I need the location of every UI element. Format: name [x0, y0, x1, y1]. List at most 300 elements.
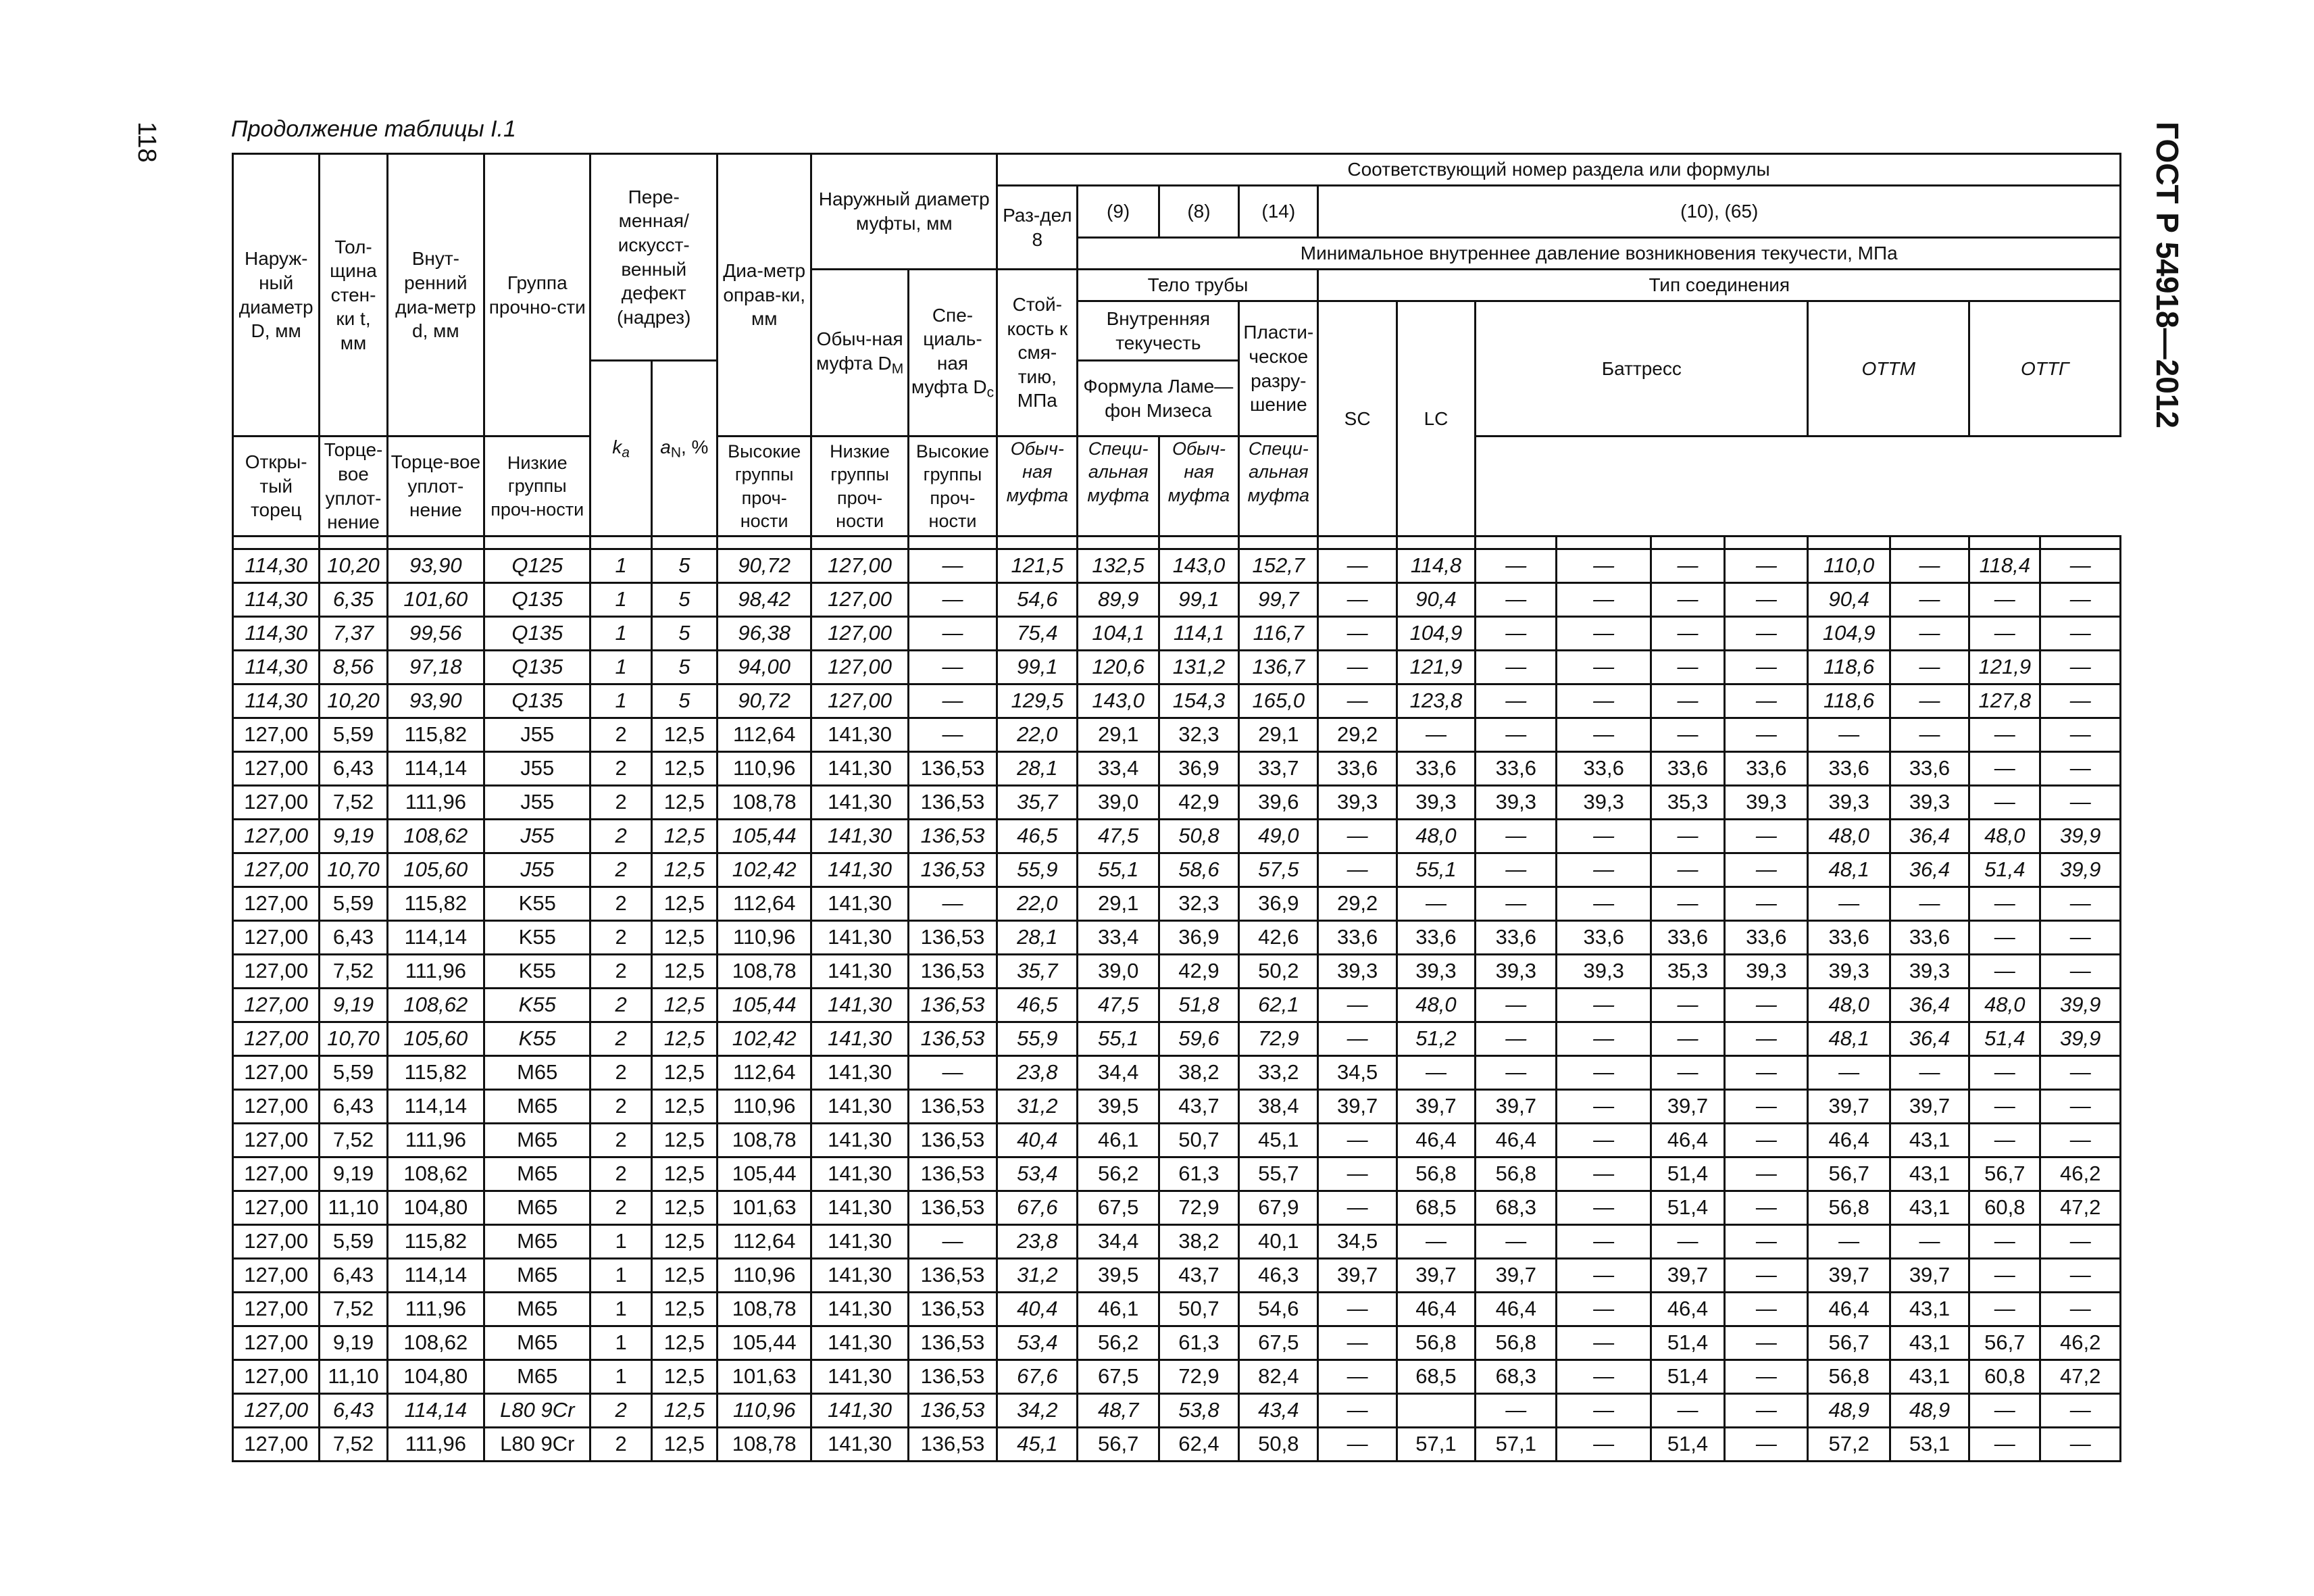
col-outer-diameter: Наруж-ный диаметр D, мм	[233, 154, 320, 437]
table-cell: —	[1476, 684, 1557, 718]
table-cell: 31,2	[997, 1090, 1078, 1124]
table-cell: 114,30	[233, 549, 320, 583]
table-cell: 2	[590, 887, 651, 921]
table-cell: 62,1	[1239, 989, 1318, 1022]
table-cell: 12,5	[651, 1225, 717, 1259]
table-cell: 1	[590, 583, 651, 617]
table-cell: 136,53	[908, 955, 997, 989]
table-cell: —	[1318, 1191, 1397, 1225]
col-sc: SC	[1318, 301, 1397, 537]
table-cell: —	[1318, 1360, 1397, 1394]
table-cell: 46,2	[2040, 1157, 2121, 1191]
table-cell: 43,1	[1890, 1360, 1969, 1394]
table-cell: 56,7	[1969, 1326, 2040, 1360]
table-cell: 58,6	[1159, 853, 1238, 887]
table-cell: 48,0	[1969, 989, 2040, 1022]
table-cell: Q135	[484, 651, 590, 684]
table-cell: 136,53	[908, 989, 997, 1022]
table-cell: 33,6	[1651, 921, 1724, 955]
table-cell: 22,0	[997, 718, 1078, 752]
table-cell: 51,4	[1969, 853, 2040, 887]
table-cell: 12,5	[651, 989, 717, 1022]
table-cell: 141,30	[811, 1090, 908, 1124]
table-cell: —	[1557, 1225, 1651, 1259]
table-cell: 99,1	[1159, 583, 1238, 617]
table-row	[233, 1428, 2121, 1462]
table-cell: —	[1725, 1225, 1808, 1259]
table-cell: —	[2040, 1225, 2121, 1259]
table-cell: 28,1	[997, 921, 1078, 955]
table-cell: 42,9	[1159, 955, 1238, 989]
table-cell: 43,1	[1890, 1293, 1969, 1326]
table-cell: 46,4	[1651, 1124, 1724, 1157]
table-cell: 89,9	[1078, 583, 1159, 617]
table-cell: 46,1	[1078, 1293, 1159, 1326]
table-cell: 104,1	[1078, 617, 1159, 651]
formula-8: (8)	[1159, 186, 1238, 238]
table-cell: 57,5	[1239, 853, 1318, 887]
table-cell: 48,1	[1808, 1022, 1890, 1056]
table-cell: —	[1318, 989, 1397, 1022]
table-cell: 55,1	[1078, 853, 1159, 887]
table-cell: —	[1890, 617, 1969, 651]
table-cell: 39,3	[1476, 786, 1557, 820]
table-cell: 108,62	[387, 1157, 484, 1191]
table-cell: 112,64	[718, 718, 811, 752]
table-cell: 38,4	[1239, 1090, 1318, 1124]
table-row	[233, 617, 2121, 651]
table-cell: 127,00	[233, 718, 320, 752]
formula-14: (14)	[1239, 186, 1318, 238]
table-cell: —	[2040, 1090, 2121, 1124]
table-row	[233, 1022, 2121, 1056]
table-cell: —	[1969, 955, 2040, 989]
table-cell: 2	[590, 786, 651, 820]
table-cell: 57,1	[1476, 1428, 1557, 1462]
table-cell: K55	[484, 989, 590, 1022]
table-cell: —	[1557, 617, 1651, 651]
table-cell: 136,53	[908, 1191, 997, 1225]
table-cell: 39,7	[1318, 1090, 1397, 1124]
table-cell: 33,6	[1651, 752, 1724, 786]
table-cell: —	[1476, 1022, 1557, 1056]
table-cell: —	[1318, 1394, 1397, 1428]
table-cell: 7,52	[320, 955, 387, 989]
table-cell: 110,96	[718, 1259, 811, 1293]
table-cell: 105,60	[387, 1022, 484, 1056]
table-cell: 105,44	[718, 989, 811, 1022]
table-cell: —	[1969, 1056, 2040, 1090]
table-cell: —	[1969, 887, 2040, 921]
table-cell: —	[1969, 1124, 2040, 1157]
table-cell: —	[1969, 718, 2040, 752]
table-cell: 129,5	[997, 684, 1078, 718]
table-cell: 120,6	[1078, 651, 1159, 684]
table-cell: 110,96	[718, 921, 811, 955]
table-cell: 36,9	[1159, 921, 1238, 955]
table-cell: —	[1476, 853, 1557, 887]
table-cell: J55	[484, 853, 590, 887]
table-cell: 46,5	[997, 989, 1078, 1022]
table-cell: 48,9	[1808, 1394, 1890, 1428]
table-cell: 51,4	[1651, 1191, 1724, 1225]
table-cell: —	[1557, 1259, 1651, 1293]
table-cell: 165,0	[1239, 684, 1318, 718]
table-cell: 127,00	[233, 1191, 320, 1225]
table-cell: 152,7	[1239, 549, 1318, 583]
table-cell: 105,44	[718, 820, 811, 853]
table-cell: —	[1651, 1225, 1724, 1259]
table-cell: Q125	[484, 549, 590, 583]
table-cell: 39,3	[1397, 955, 1475, 989]
table-cell: 46,4	[1808, 1293, 1890, 1326]
page-number: 118	[132, 122, 161, 163]
table-cell: 12,5	[651, 1394, 717, 1428]
col-regular-coupling: Обыч-ная муфта $D_M$	[811, 270, 908, 437]
table-cell: 39,3	[1318, 955, 1397, 989]
buttress-group: Баттресс	[1476, 301, 1808, 437]
table-cell: —	[1557, 853, 1651, 887]
table-cell: 39,7	[1808, 1090, 1890, 1124]
table-cell: J55	[484, 752, 590, 786]
table-cell: —	[2040, 1259, 2121, 1293]
table-cell: 45,1	[1239, 1124, 1318, 1157]
table-row	[233, 1090, 2121, 1124]
table-cell: —	[1890, 583, 1969, 617]
table-cell: 56,7	[1078, 1428, 1159, 1462]
table-cell: 39,3	[1397, 786, 1475, 820]
table-cell: K55	[484, 921, 590, 955]
table-cell: —	[1318, 1293, 1397, 1326]
table-cell: 7,37	[320, 617, 387, 651]
table-cell: 10,20	[320, 684, 387, 718]
table-cell: —	[2040, 1293, 2121, 1326]
table-cell: 67,9	[1239, 1191, 1318, 1225]
table-cell: 141,30	[811, 1326, 908, 1360]
table-cell: M65	[484, 1259, 590, 1293]
table-cell: K55	[484, 955, 590, 989]
table-cell: K55	[484, 887, 590, 921]
table-cell: 141,30	[811, 1157, 908, 1191]
table-cell: 136,53	[908, 1326, 997, 1360]
table-cell: 127,00	[811, 684, 908, 718]
table-cell: 104,80	[387, 1360, 484, 1394]
table-cell: 154,3	[1159, 684, 1238, 718]
table-cell: 99,56	[387, 617, 484, 651]
table-cell: 22,0	[997, 887, 1078, 921]
table-cell: 33,6	[1557, 752, 1651, 786]
table-cell: Q135	[484, 684, 590, 718]
table-cell: 5,59	[320, 1056, 387, 1090]
table-cell: —	[1318, 684, 1397, 718]
table-cell: 46,4	[1808, 1124, 1890, 1157]
table-cell: 33,6	[1808, 752, 1890, 786]
table-cell: 40,4	[997, 1293, 1078, 1326]
col-ottg-special: Специ-альная муфта	[1239, 437, 1318, 537]
table-cell: —	[1318, 651, 1397, 684]
table-cell: 48,0	[1397, 820, 1475, 853]
table-cell: 110,0	[1808, 549, 1890, 583]
table-cell: 33,6	[1890, 921, 1969, 955]
table-cell: 39,9	[2040, 820, 2121, 853]
table-cell: 114,14	[387, 752, 484, 786]
table-cell: 43,1	[1890, 1326, 1969, 1360]
table-cell: —	[1557, 1326, 1651, 1360]
table-cell: —	[908, 1225, 997, 1259]
table-cell: —	[1725, 887, 1808, 921]
table-cell: 56,8	[1397, 1326, 1475, 1360]
table-cell: —	[1969, 921, 2040, 955]
table-cell: 98,42	[718, 583, 811, 617]
table-row	[233, 1225, 2121, 1259]
table-cell: 6,43	[320, 921, 387, 955]
table-cell: 115,82	[387, 1056, 484, 1090]
table-cell: 33,4	[1078, 921, 1159, 955]
table-cell: 56,7	[1808, 1157, 1890, 1191]
table-cell: 34,4	[1078, 1056, 1159, 1090]
table-cell: —	[1651, 718, 1724, 752]
table-cell: 110,96	[718, 1394, 811, 1428]
table-row	[233, 820, 2121, 853]
table-cell: —	[1476, 887, 1557, 921]
table-cell: 127,00	[233, 887, 320, 921]
table-cell: 141,30	[811, 1056, 908, 1090]
table-cell: 9,19	[320, 820, 387, 853]
table-cell: 50,8	[1159, 820, 1238, 853]
table-cell: 102,42	[718, 853, 811, 887]
table-cell: 39,7	[1397, 1090, 1475, 1124]
table-cell: —	[1725, 651, 1808, 684]
table-cell: 2	[590, 1022, 651, 1056]
table-cell: 143,0	[1078, 684, 1159, 718]
table-cell: 39,5	[1078, 1090, 1159, 1124]
table-cell: 39,0	[1078, 955, 1159, 989]
table-cell: 110,96	[718, 1090, 811, 1124]
table-cell: 28,1	[997, 752, 1078, 786]
table-cell: 108,78	[718, 1124, 811, 1157]
table-cell: 1	[590, 651, 651, 684]
table-cell: —	[1969, 1259, 2040, 1293]
table-cell: 39,7	[1890, 1090, 1969, 1124]
table-cell: 39,7	[1808, 1259, 1890, 1293]
table-cell: 5,59	[320, 1225, 387, 1259]
table-row	[233, 1326, 2121, 1360]
table-cell: 114,1	[1159, 617, 1238, 651]
table-row	[233, 1259, 2121, 1293]
table-cell: 5	[651, 583, 717, 617]
table-cell: —	[1651, 617, 1724, 651]
table-cell: 141,30	[811, 1259, 908, 1293]
table-cell: 39,7	[1476, 1090, 1557, 1124]
table-cell: —	[1476, 718, 1557, 752]
table-row	[233, 955, 2121, 989]
table-cell: 39,0	[1078, 786, 1159, 820]
table-row	[233, 583, 2121, 617]
table-cell: 136,53	[908, 1360, 997, 1394]
table-cell: —	[1557, 1394, 1651, 1428]
table-cell: —	[1476, 651, 1557, 684]
col-plastic-failure: Пласти-ческое разру-шение	[1239, 301, 1318, 437]
table-cell: 36,9	[1239, 887, 1318, 921]
table-cell: —	[908, 617, 997, 651]
table-cell: 12,5	[651, 887, 717, 921]
table-cell: 54,6	[1239, 1293, 1318, 1326]
table-cell: 6,43	[320, 1394, 387, 1428]
table-cell: 108,78	[718, 955, 811, 989]
table-row	[233, 853, 2121, 887]
table-cell: 48,7	[1078, 1394, 1159, 1428]
col-ka: $k_a$	[590, 361, 651, 537]
table-cell: 2	[590, 1191, 651, 1225]
table-cell: J55	[484, 786, 590, 820]
table-cell: 90,72	[718, 684, 811, 718]
table-cell: 12,5	[651, 1191, 717, 1225]
table-cell: 46,4	[1651, 1293, 1724, 1326]
table-cell: —	[1969, 617, 2040, 651]
table-body	[233, 537, 2121, 1462]
table-cell: 34,4	[1078, 1225, 1159, 1259]
table-cell: 48,1	[1808, 853, 1890, 887]
table-cell: —	[1557, 820, 1651, 853]
table-cell: 94,00	[718, 651, 811, 684]
lame-formula: Формула Ламе—фон Мизеса	[1078, 361, 1239, 437]
table-cell: 49,0	[1239, 820, 1318, 853]
col-end-seal-plastic: Торце-вое уплот-нение	[387, 437, 484, 537]
table-cell: 55,9	[997, 1022, 1078, 1056]
table-cell: 141,30	[811, 1191, 908, 1225]
table-cell: —	[1476, 583, 1557, 617]
table-cell: 114,14	[387, 1090, 484, 1124]
table-cell: 56,8	[1476, 1157, 1557, 1191]
table-cell: —	[1969, 1428, 2040, 1462]
table-cell: M65	[484, 1090, 590, 1124]
table-cell: 5	[651, 549, 717, 583]
table-cell: 47,2	[2040, 1191, 2121, 1225]
table-cell: 40,1	[1239, 1225, 1318, 1259]
min-internal-yield-pressure: Минимальное внутреннее давление возникновения текучести, МПа	[1078, 238, 2121, 270]
table-cell: 56,8	[1808, 1191, 1890, 1225]
table-cell: 33,4	[1078, 752, 1159, 786]
col-bt-special-low: Низкие группы проч-ности	[811, 437, 908, 537]
table-cell: 39,3	[1476, 955, 1557, 989]
table-cell: 39,3	[1725, 955, 1808, 989]
col-lc: LC	[1397, 301, 1475, 537]
table-cell: —	[1397, 887, 1475, 921]
table-cell: —	[1651, 989, 1724, 1022]
table-cell: —	[1969, 752, 2040, 786]
table-cell: 108,78	[718, 786, 811, 820]
table-cell: 136,53	[908, 820, 997, 853]
table-cell: 12,5	[651, 820, 717, 853]
table-cell: 104,80	[387, 1191, 484, 1225]
table-cell: 12,5	[651, 786, 717, 820]
table-cell: 5	[651, 651, 717, 684]
table-row	[233, 1293, 2121, 1326]
table-cell: —	[1651, 853, 1724, 887]
col-ottm-special: Специ-альная муфта	[1078, 437, 1159, 537]
ottg-group: ОТТГ	[1969, 301, 2121, 437]
table-cell: 32,3	[1159, 887, 1238, 921]
table-cell: 131,2	[1159, 651, 1238, 684]
table-cell: 12,5	[651, 718, 717, 752]
table-cell: 39,3	[1557, 786, 1651, 820]
table-cell: 127,00	[233, 1056, 320, 1090]
table-cell: 68,3	[1476, 1191, 1557, 1225]
table-cell: 39,9	[2040, 1022, 2121, 1056]
table-cell: 53,8	[1159, 1394, 1238, 1428]
table-cell: 57,2	[1808, 1428, 1890, 1462]
table-row	[233, 921, 2121, 955]
table-cell: —	[1651, 820, 1724, 853]
table-cell: —	[2040, 887, 2121, 921]
table-cell: —	[1476, 1225, 1557, 1259]
table-cell: —	[1890, 549, 1969, 583]
table-cell: 90,4	[1397, 583, 1475, 617]
col-bt-special-high: Высокие группы проч-ности	[908, 437, 997, 537]
table-cell: —	[1725, 549, 1808, 583]
table-cell: M65	[484, 1157, 590, 1191]
table-cell: 12,5	[651, 955, 717, 989]
table-cell: 39,3	[1808, 786, 1890, 820]
table-cell: 141,30	[811, 752, 908, 786]
table-cell: 112,64	[718, 887, 811, 921]
table-cell: 127,00	[233, 752, 320, 786]
table-cell: 12,5	[651, 1259, 717, 1293]
table-cell: —	[908, 583, 997, 617]
table-cell: —	[1557, 1022, 1651, 1056]
table-cell: 115,82	[387, 887, 484, 921]
table-cell: —	[1318, 1326, 1397, 1360]
table-cell: 136,53	[908, 1259, 997, 1293]
col-open-end: Откры-тый торец	[233, 437, 320, 537]
table-cell: 141,30	[811, 989, 908, 1022]
table-cell: 127,00	[233, 1225, 320, 1259]
table-cell: Q135	[484, 617, 590, 651]
table-cell: 1	[590, 1293, 651, 1326]
table-cell: —	[1476, 1056, 1557, 1090]
table-cell: 56,2	[1078, 1157, 1159, 1191]
table-cell: 51,8	[1159, 989, 1238, 1022]
table-cell: —	[908, 651, 997, 684]
table-cell: 67,6	[997, 1360, 1078, 1394]
table-cell: 104,9	[1808, 617, 1890, 651]
table-cell: 46,4	[1476, 1293, 1557, 1326]
table-cell: 2	[590, 752, 651, 786]
table-cell: —	[1318, 549, 1397, 583]
table-cell: —	[1808, 1056, 1890, 1090]
table-cell: 2	[590, 989, 651, 1022]
table-cell: 105,60	[387, 853, 484, 887]
table-cell: 48,0	[1808, 989, 1890, 1022]
table-cell: —	[2040, 921, 2121, 955]
table-cell: 33,6	[1476, 752, 1557, 786]
col-wall-thickness: Тол-щина стен-ки t, мм	[320, 154, 387, 437]
table-cell: 110,96	[718, 752, 811, 786]
table-cell: 53,4	[997, 1157, 1078, 1191]
table-cell: —	[908, 549, 997, 583]
table-cell: 60,8	[1969, 1191, 2040, 1225]
table-cell: 56,2	[1078, 1326, 1159, 1360]
table-cell: 101,63	[718, 1360, 811, 1394]
table-cell: 48,0	[1397, 989, 1475, 1022]
table-cell: 2	[590, 1124, 651, 1157]
table-cell: 39,3	[1890, 786, 1969, 820]
table-cell: 90,4	[1808, 583, 1890, 617]
table-cell: 68,5	[1397, 1191, 1475, 1225]
table-cell: 111,96	[387, 955, 484, 989]
table-cell: 102,42	[718, 1022, 811, 1056]
table-cell: —	[1725, 684, 1808, 718]
